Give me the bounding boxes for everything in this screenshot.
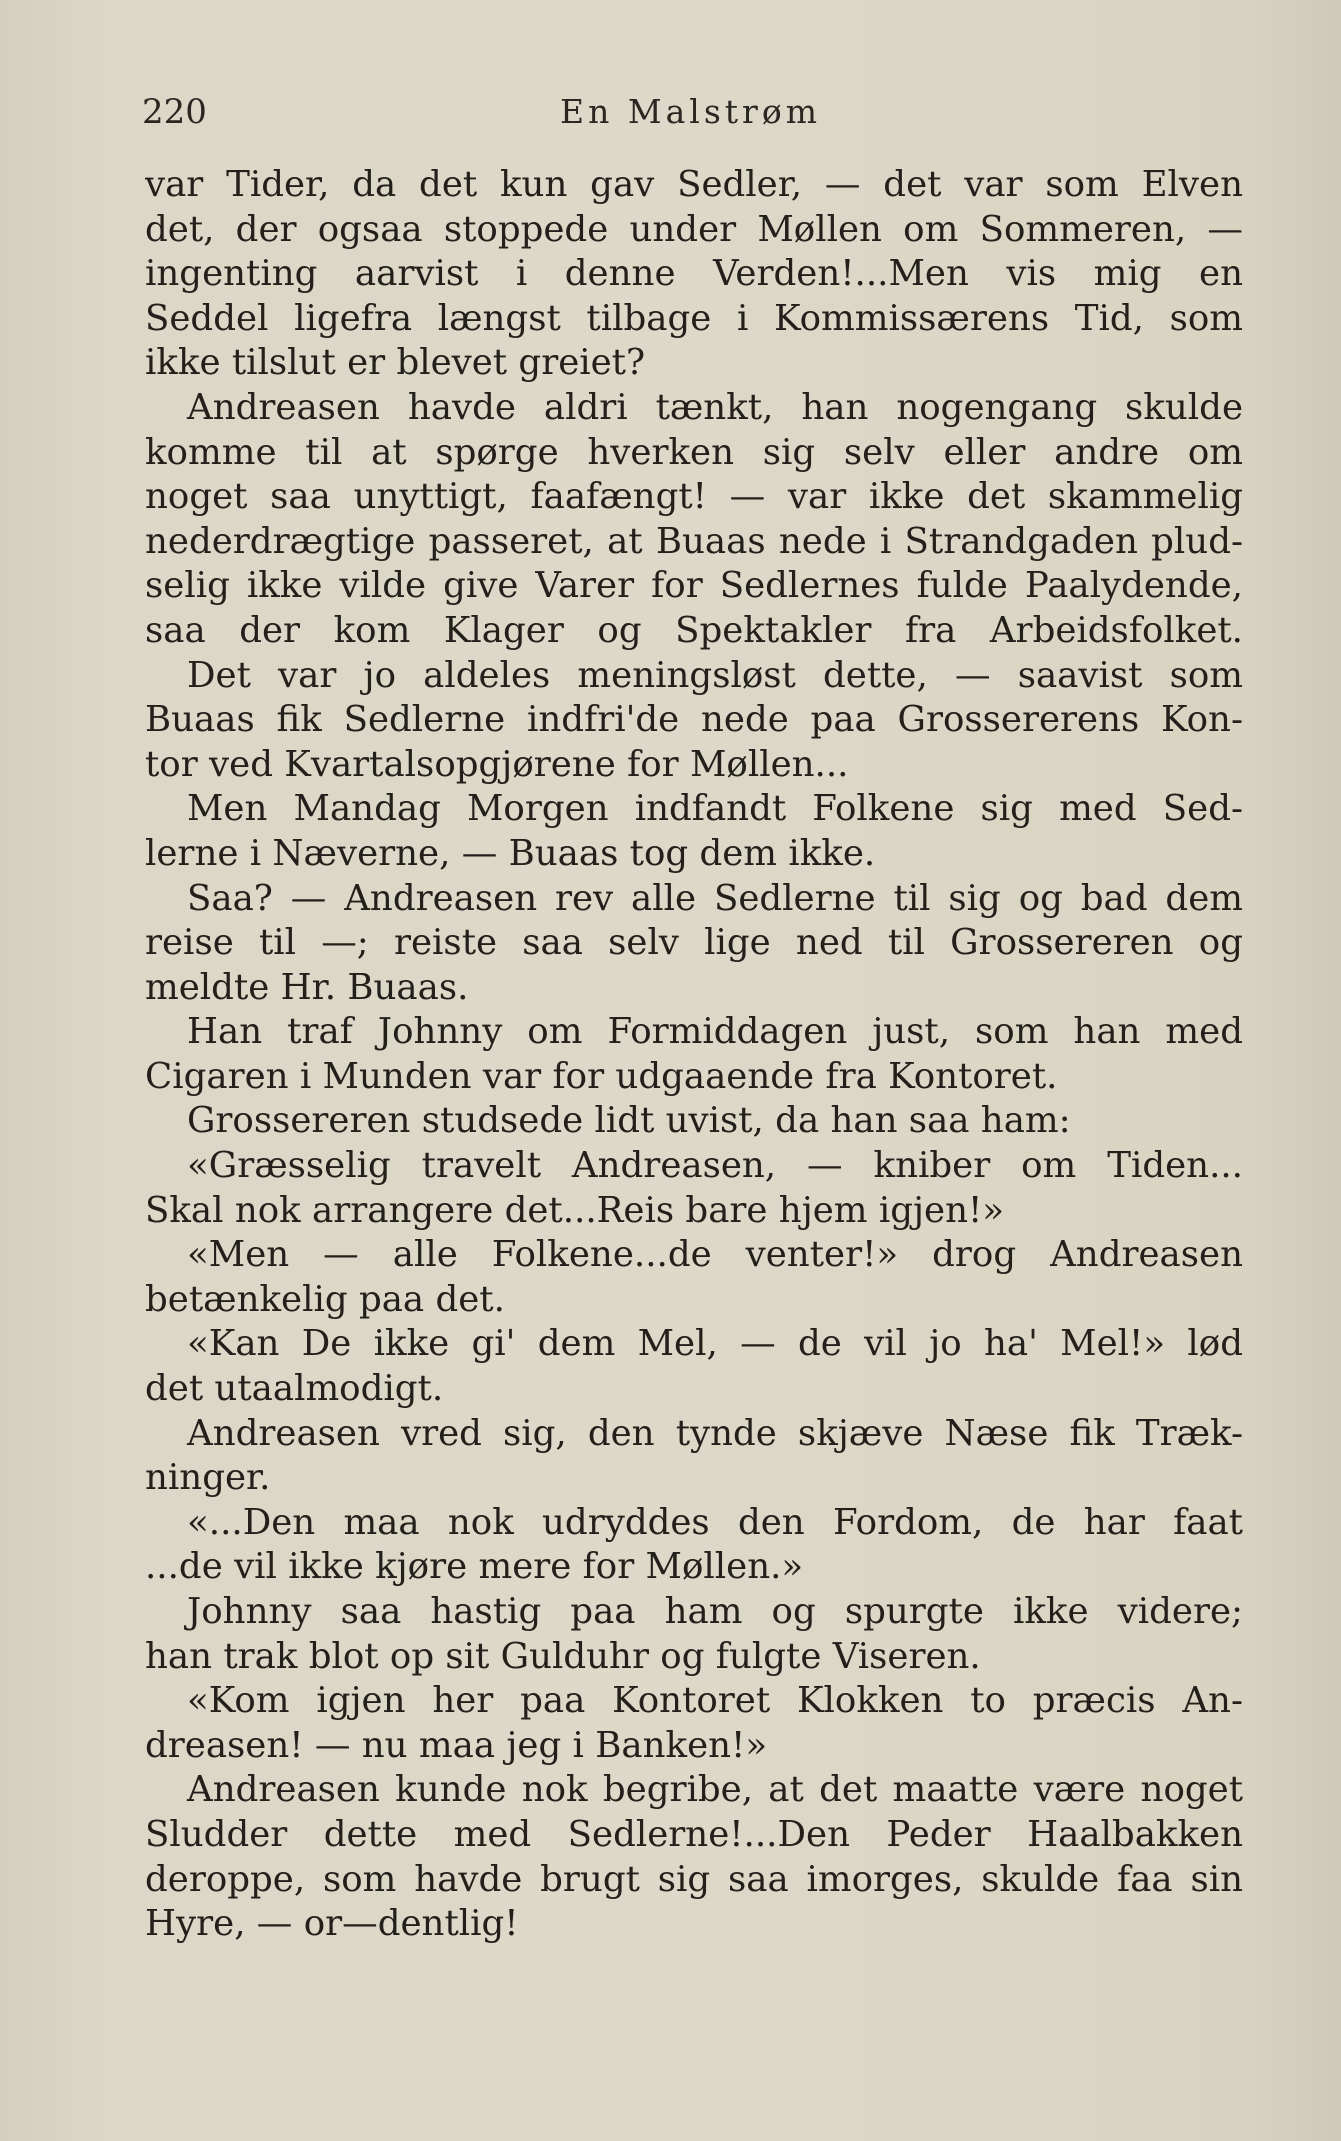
- text-line: ingenting aarvist i denne Verden!...Men vis mig en: [145, 253, 1243, 295]
- text-line: Andreasen kunde nok begribe, at det maatte være noget: [187, 1769, 1243, 1811]
- text-line: han trak blot op sit Gulduhr og fulgte Viseren.: [145, 1635, 981, 1677]
- text-line: Andreasen havde aldri tænkt, han nogengang skulde: [187, 386, 1243, 428]
- text-line: Buaas fik Sedlerne indfri'de nede paa Grossererens Kon-: [145, 699, 1243, 741]
- text-line: det utaalmodigt.: [145, 1368, 444, 1410]
- text-line: Grossereren studsede lidt uvist, da han saa ham:: [187, 1100, 1071, 1142]
- text-line: «Men — alle Folkene...de venter!» drog Andreasen: [187, 1234, 1243, 1276]
- running-title: En Malstrøm: [560, 92, 821, 131]
- page-header: [142, 88, 1242, 136]
- text-line: ikke tilslut er blevet greiet?: [145, 342, 646, 384]
- text-line: Hyre, — or—dentlig!: [145, 1903, 519, 1945]
- text-line: komme til at spørge hverken sig selv eller andre om: [145, 431, 1243, 473]
- text-line: Seddel ligefra længst tilbage i Kommissærens Tid, som: [145, 297, 1243, 339]
- text-line: «Kan De ikke gi' dem Mel, — de vil jo ha' Mel!» lød: [187, 1323, 1243, 1365]
- text-line: selig ikke vilde give Varer for Sedlernes fulde Paalydende,: [145, 565, 1243, 607]
- text-line: «...Den maa nok udryddes den Fordom, de har faat: [187, 1501, 1243, 1543]
- text-line: ninger.: [145, 1457, 271, 1499]
- text-line: reise til —; reiste saa selv lige ned til Grossereren og: [145, 922, 1243, 964]
- text-line: «Kom igjen her paa Kontoret Klokken to præcis An-: [187, 1680, 1243, 1722]
- text-line: Skal nok arrangere det...Reis bare hjem igjen!»: [145, 1189, 1005, 1231]
- text-line: Men Mandag Morgen indfandt Folkene sig med Sed-: [187, 788, 1243, 830]
- text-line: Sludder dette med Sedlerne!...Den Peder Haalbakken: [145, 1813, 1243, 1855]
- text-line: Saa? — Andreasen rev alle Sedlerne til sig og bad dem: [187, 877, 1243, 919]
- text-line: meldte Hr. Buaas.: [145, 966, 469, 1008]
- page-number: 220: [142, 92, 207, 132]
- text-line: Det var jo aldeles meningsløst dette, — saavist som: [187, 654, 1243, 696]
- text-line: noget saa unyttigt, faafængt! — var ikke det skammelig: [145, 476, 1243, 518]
- text-line: saa der kom Klager og Spektakler fra Arbeidsfolket.: [145, 609, 1243, 651]
- text-line: deroppe, som havde brugt sig saa imorges, skulde faa sin: [145, 1858, 1243, 1900]
- text-line: ...de vil ikke kjøre mere for Møllen.»: [145, 1546, 804, 1588]
- text-line: dreasen! — nu maa jeg i Banken!»: [145, 1724, 768, 1766]
- text-line: nederdrægtige passeret, at Buaas nede i Strandgaden plud-: [145, 520, 1243, 562]
- body-text: [145, 163, 1243, 1947]
- text-line: betænkelig paa det.: [145, 1278, 505, 1320]
- text-line: Cigaren i Munden var for udgaaende fra Kontoret.: [145, 1055, 1058, 1097]
- text-line: «Græsselig travelt Andreasen, — kniber om Tiden...: [187, 1145, 1243, 1187]
- text-line: tor ved Kvartalsopgjørene for Møllen...: [145, 743, 849, 785]
- text-line: lerne i Næverne, — Buaas tog dem ikke.: [145, 832, 876, 874]
- text-line: Andreasen vred sig, den tynde skjæve Næse fik Træk-: [187, 1412, 1243, 1454]
- text-line: Johnny saa hastig paa ham og spurgte ikke videre;: [187, 1591, 1243, 1632]
- text-line: det, der ogsaa stoppede under Møllen om Sommeren, —: [145, 208, 1243, 250]
- text-line: var Tider, da det kun gav Sedler, — det var som Elven: [145, 164, 1243, 205]
- text-line: Han traf Johnny om Formiddagen just, som han med: [187, 1011, 1243, 1053]
